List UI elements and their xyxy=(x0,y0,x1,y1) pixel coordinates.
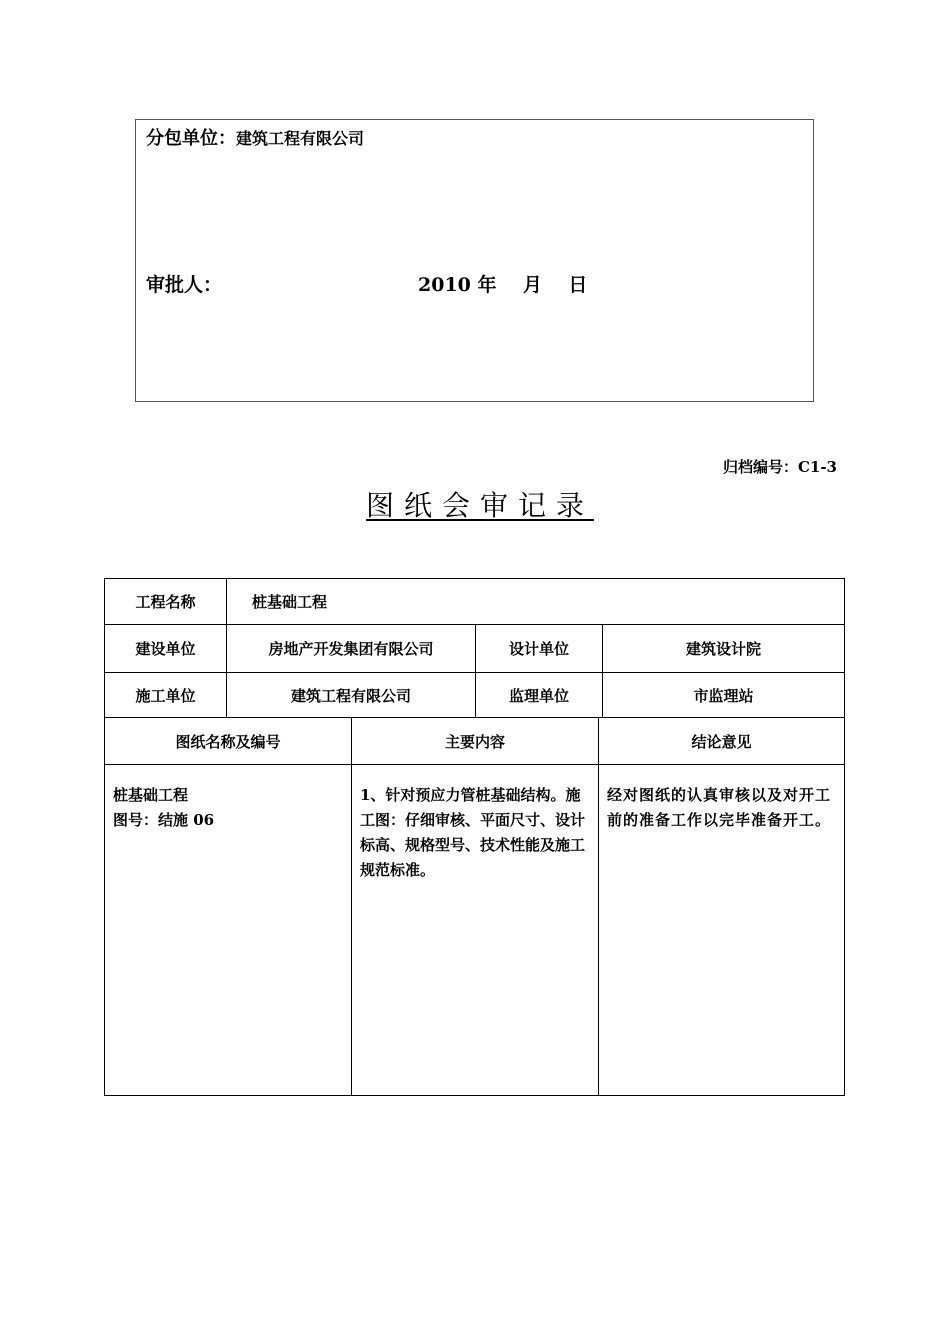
owner-label: 建设单位 xyxy=(135,640,196,658)
subcontractor-label: 分包单位： xyxy=(146,128,236,149)
project-name-value: 桩基础工程 xyxy=(252,593,328,611)
contractor-label: 施工单位 xyxy=(135,686,196,705)
subcontractor-line xyxy=(146,124,364,150)
archive-number: 归档编号：C1-3 xyxy=(722,458,837,476)
project-name-label: 工程名称 xyxy=(135,593,196,611)
supervisor-label: 监理单位 xyxy=(508,686,569,705)
owner-value: 房地产开发集团有限公司 xyxy=(268,640,434,658)
designer-label: 设计单位 xyxy=(508,640,569,658)
designer-value: 建筑设计院 xyxy=(685,640,761,658)
header-drawing-name: 图纸名称及编号 xyxy=(175,732,281,751)
conclusion-cell: 经对图纸的认真审核以及对开工前的准备工作以完毕准备开工。 xyxy=(607,786,832,829)
drawing-name: 桩基础工程 xyxy=(113,786,189,804)
page-title xyxy=(0,484,950,524)
contractor-value: 建筑工程有限公司 xyxy=(290,686,411,705)
drawing-number: 图号：结施 06 xyxy=(113,811,215,829)
page-title-text: 图纸会审记录 xyxy=(365,489,594,522)
approval-date: 2010 年 月 日 xyxy=(418,274,588,296)
main-content-cell: 1、针对预应力管桩基础结构。施工图：仔细审核、平面尺寸、设计标高、规格型号、技术性能及施工规范标准。 xyxy=(360,786,586,879)
header-main-content: 主要内容 xyxy=(444,732,505,751)
supervisor-value: 市监理站 xyxy=(693,686,754,705)
subcontractor-approval-box xyxy=(135,119,814,402)
header-conclusion: 结论意见 xyxy=(691,732,752,751)
subcontractor-value: 建筑工程有限公司 xyxy=(236,129,365,148)
drawing-name-cell xyxy=(105,783,351,833)
drawing-review-table xyxy=(104,578,845,1096)
approver-label: 审批人： xyxy=(146,274,223,296)
